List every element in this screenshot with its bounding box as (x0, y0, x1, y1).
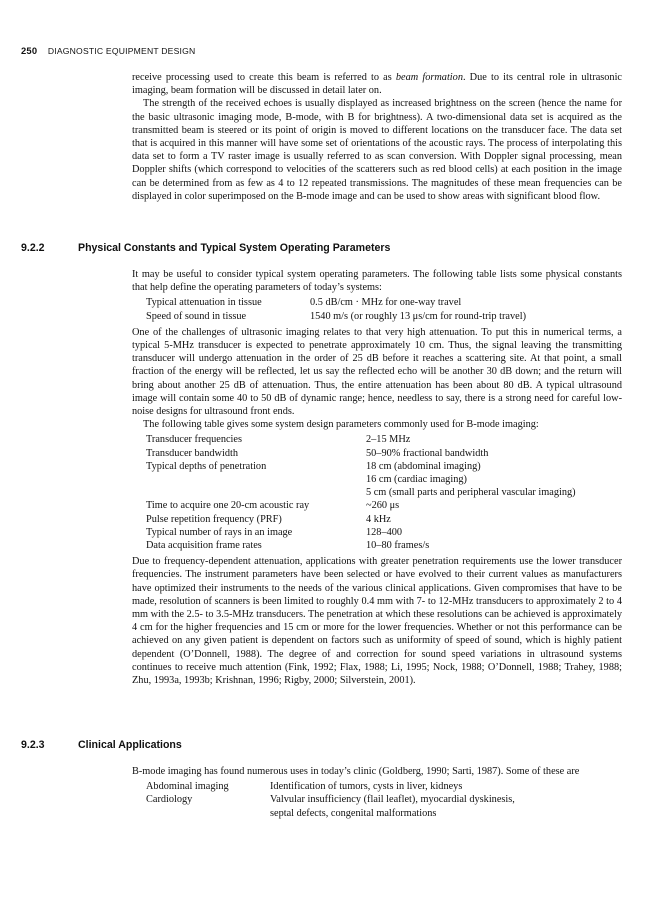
param-name: Time to acquire one 20-cm acoustic ray (146, 500, 310, 512)
paragraph-attenuation: One of the challenges of ultrasonic imaging relates to that very high attenuation. To put this in numerical terms, a typical 5-MHz transducer is expected to penetrate approximately 10 cm. Thus, the signal leaving the transmitting transducer will undergo attenuation in the order of 25 dB before it reaches a scattering site. At that point, a small fraction of the energy will be reflected, let us say the reflected echo will be another 30 dB down; and the return will bring about another 25 dB of attenuation. Thus, the entire attenuation has been about 80 dB. A typical ultrasound image will contain some 40 to 50 dB of dynamic range; hence, needless to say, there is a strong need for careful low-noise designs for ultrasound front ends. (132, 326, 622, 418)
clinical-applications-table (146, 780, 515, 820)
section-title: Physical Constants and Typical System Operating Parameters (78, 242, 391, 254)
table-row (146, 460, 576, 473)
table-row (146, 447, 576, 460)
intro-paragraph-1 (132, 71, 622, 97)
application-value: Identification of tumors, cysts in liver, kidneys (270, 781, 463, 793)
running-head (21, 44, 641, 58)
param-name (146, 486, 366, 499)
beam-formation-term: beam formation (395, 72, 463, 83)
table-row (146, 526, 576, 539)
param-name: Speed of sound in tissue (146, 310, 247, 322)
table-row (146, 296, 526, 309)
paragraph-design-intro: The following table gives some system design parameters commonly used for B-mode imaging: (143, 419, 539, 431)
intro-text-b: . Due to its central role in ultrasonic imaging, beam formation will be discussed in detail later on. (132, 72, 623, 97)
param-name: Typical attenuation in tissue (146, 297, 262, 309)
table-row (146, 473, 576, 486)
param-value: 10–80 frames/s (366, 540, 430, 552)
chapter-title: DIAGNOSTIC EQUIPMENT DESIGN (47, 46, 196, 56)
table-row (146, 807, 515, 820)
param-name: Data acquisition frame rates (146, 540, 262, 552)
intro-block (132, 71, 622, 203)
section-heading-9-2-2 (21, 242, 641, 255)
intro-paragraph-2: The strength of the received echoes is usually displayed as increased brightness on the screen (hence the name for the basic ultrasonic imaging mode, B-mode, with B for brightness). A two-dimensional data set is acquired as the transmitted beam is steered or its point of origin is moved to different locations on the transducer face. The data set that is acquired in this manner will have some set of orientations of the acoustic rays. The process of interpolating this data set to form a TV raster image is usually referred to as scan conversion. With Doppler signal processing, mean Doppler shifts (which correspond to velocities of the scatterers such as red blood cells) at each position in the image can be determined from as few as 4 to 12 repeated transmissions. The magnitudes of these mean frequencies can be displayed in color superimposed on the B-mode image and can be used to show areas with significant blood flow. (132, 98, 622, 202)
design-parameters-table (146, 433, 576, 552)
application-value: septal defects, congenital malformations (270, 807, 437, 819)
param-value: 4 kHz (366, 513, 391, 525)
paragraph-frequency-dependent: Due to frequency-dependent attenuation, applications with greater penetration requirements use the lower transducer frequencies. The instrument parameters have been selected or have evolved to their current values as manufacturers have optimized their instruments to the needs of the various clinical applications. Given compromises that have to be made, resolution of scanners is been limited to roughly 0.4 mm with 7- to 12-MHz transducers to approximately 2 to 4 mm with the 2.5- to 3.5-MHz transducers. The penetration at which these resolutions can be achieved is approximately 4 cm for the higher frequencies and 15 cm or more for the lower frequencies. Whether or not this performance can be achieved on any given patient is dependent on factors such as uniformity of speed of sound, which is highly patient dependent (O’Donnell, 1988). The degree of and correction for sound speed variations in ultrasound systems continues to receive much attention (Fink, 1992; Flax, 1988; Li, 1995; Nock, 1988; O’Donnell, 1988; Trahey, 1988; Zhu, 1993a, 1993b; Krishnan, 1996; Rigby, 2000; Silverstein, 2001). (132, 556, 622, 687)
param-value: 2–15 MHz (366, 434, 411, 446)
table-row (146, 513, 576, 526)
param-value: 16 cm (cardiac imaging) (366, 474, 467, 486)
section-heading-9-2-3 (21, 739, 641, 752)
param-value: 5 cm (small parts and peripheral vascular imaging) (366, 487, 576, 499)
param-name: Transducer frequencies (146, 434, 242, 446)
table-row (146, 539, 576, 552)
param-value: 128–400 (366, 526, 403, 538)
param-name: Typical number of rays in an image (146, 526, 293, 538)
table-row (146, 433, 576, 446)
param-value: 50–90% fractional bandwidth (366, 447, 489, 459)
physical-constants-table (146, 296, 526, 322)
section-number: 9.2.3 (21, 739, 45, 751)
table-row (146, 486, 576, 499)
table-row (146, 310, 526, 323)
paragraph-clinical-uses: B-mode imaging has found numerous uses in today’s clinic (Goldberg, 1990; Sarti, 1987). Some of these are (132, 766, 580, 777)
intro-text-a: receive processing used to create this beam is referred to as (132, 72, 396, 83)
application-name: Cardiology (146, 794, 193, 806)
paragraph-operating-parameters: It may be useful to consider typical system operating parameters. The following table lists some physical constants that help define the operating parameters of today’s systems: (132, 269, 622, 294)
param-name: Typical depths of penetration (146, 460, 267, 472)
param-name: Pulse repetition frequency (PRF) (146, 513, 282, 525)
table-row (146, 499, 576, 512)
section-title: Clinical Applications (78, 739, 182, 751)
param-value: 18 cm (abdominal imaging) (366, 460, 481, 472)
page-number: 250 (21, 45, 38, 56)
application-value: Valvular insufficiency (flail leaflet), myocardial dyskinesis, (270, 794, 515, 806)
application-name: Abdominal imaging (146, 781, 229, 793)
param-value: 0.5 dB/cm · MHz for one-way travel (310, 297, 462, 309)
param-name (146, 473, 366, 486)
table-row (146, 780, 515, 793)
table-row (146, 793, 515, 806)
application-name (146, 807, 270, 820)
section-9-2-2-body (132, 268, 622, 687)
section-number: 9.2.2 (21, 242, 45, 254)
param-value: 1540 m/s (or roughly 13 μs/cm for round-trip travel) (310, 310, 526, 322)
param-name: Transducer bandwidth (146, 447, 238, 459)
section-9-2-3-body (132, 765, 622, 823)
param-value: ~260 μs (366, 500, 400, 512)
